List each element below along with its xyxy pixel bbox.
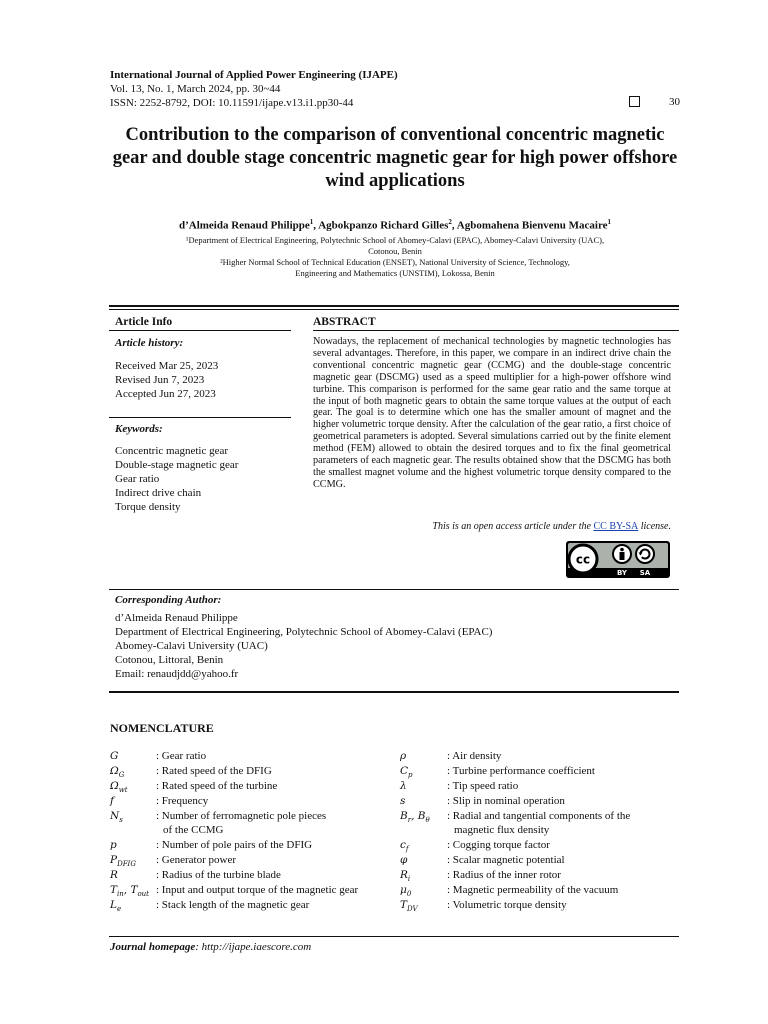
nomenclature-symbol: $B_r$, $B_\theta$ <box>400 810 430 825</box>
abstract-heading: ABSTRACT <box>313 316 376 328</box>
revised-date: Revised Jun 7, 2023 <box>115 374 205 386</box>
nomenclature-symbol: $T_{in}$, $T_{out}$ <box>110 884 149 899</box>
keyword-item: Concentric magnetic gear <box>115 445 229 457</box>
license-link[interactable]: CC BY-SA <box>593 521 639 532</box>
nomenclature-description: : Stack length of the magnetic gear <box>156 899 310 911</box>
nomenclature-description-cont: of the CCMG <box>163 824 224 836</box>
nomenclature-symbol: $P_{DFIG}$ <box>110 854 136 869</box>
keyword-item: Torque density <box>115 501 181 513</box>
nomenclature-description: : Frequency <box>156 795 209 807</box>
homepage-url[interactable]: : http://ijape.iaescore.com <box>195 941 312 953</box>
article-history-label: Article history: <box>115 337 184 349</box>
nomenclature-symbol: φ <box>400 854 408 866</box>
footer-rule <box>109 936 679 937</box>
keyword-item: Gear ratio <box>115 473 160 485</box>
keyword-list <box>115 444 238 514</box>
nomenclature-symbol: $c_f$ <box>400 839 409 854</box>
sa-share-icon <box>636 545 654 563</box>
nomenclature-description-cont: magnetic flux density <box>454 824 550 836</box>
nomenclature-description: : Input and output torque of the magnetic gear <box>156 884 359 896</box>
keywords-label: Keywords: <box>115 423 163 435</box>
received-date: Received Mar 25, 2023 <box>115 360 219 372</box>
corresponding-author-label: Corresponding Author: <box>115 594 222 606</box>
nomenclature-symbol: s <box>400 795 406 807</box>
nomenclature-symbol: λ <box>400 780 407 792</box>
nomenclature-description: : Generator power <box>156 854 237 866</box>
journal-issn: ISSN: 2252-8792, DOI: 10.11591/ijape.v13.i1.pp30-44 <box>110 97 354 109</box>
nomenclature-description: : Radius of the inner rotor <box>447 869 561 881</box>
author-name: d’Almeida Renaud Philippe <box>178 219 310 232</box>
author-name: Agbokpanzo Richard Gilles <box>318 219 449 232</box>
journal-homepage <box>110 941 311 953</box>
author-affil-marker: 2 <box>448 218 452 226</box>
nomenclature-description: : Rated speed of the turbine <box>156 780 278 792</box>
article-history <box>115 359 218 401</box>
keyword-item: Double-stage magnetic gear <box>115 459 239 471</box>
nomenclature-description: : Magnetic permeability of the vacuum <box>447 884 619 896</box>
author-name: Agbomahena Bienvenu Macaire <box>456 219 608 232</box>
nomenclature-symbol: ρ <box>400 750 407 762</box>
corresponding-author-block <box>115 594 675 681</box>
nomenclature-description: : Number of pole pairs of the DFIG <box>156 839 313 851</box>
page-number: 30 <box>669 96 680 108</box>
corresponding-city: Cotonou, Littoral, Benin <box>115 654 224 666</box>
nomenclature-description: : Rated speed of the DFIG <box>156 765 272 777</box>
cc-by-sa-badge[interactable] <box>566 541 670 578</box>
cc-logo-text: cc <box>575 552 591 567</box>
journal-header <box>110 68 680 110</box>
journal-volume: Vol. 13, No. 1, March 2024, pp. 30~44 <box>110 83 281 95</box>
affiliation-2: ²Higher Normal School of Technical Education (ENSET), National University of Science, Technology, Engineering and Mathematics (UNSTIM), Lokossa, Benin <box>220 257 570 278</box>
nomenclature-symbol: $T_{DV}$ <box>400 899 418 914</box>
affiliation-1: ¹Department of Electrical Engineering, Polytechnic School of Abomey-Calavi (EPAC), Abomey-Calavi University (UAC), Cotonou, Benin <box>185 235 605 256</box>
badge-by-label: BY <box>616 569 628 577</box>
nomenclature-description: : Air density <box>447 750 502 762</box>
accepted-date: Accepted Jun 27, 2023 <box>115 388 216 400</box>
corresponding-univ: Abomey-Calavi University (UAC) <box>115 640 268 652</box>
article-info-heading: Article Info <box>115 316 173 328</box>
nomenclature-symbol: p <box>110 839 117 851</box>
keyword-item: Indirect drive chain <box>115 487 202 499</box>
paper-title: Contribution to the comparison of conventional concentric magnetic gear and double stage concentric magnetic gear for high power offshore wind applications <box>112 125 678 191</box>
article-info-rule <box>109 330 291 331</box>
nomenclature-description: : Slip in nominal operation <box>447 795 565 807</box>
corresponding-email[interactable]: Email: renaudjdd@yahoo.fr <box>115 668 239 680</box>
license-line: This is an open access article under the CC BY-SA license. <box>432 521 671 532</box>
badge-sa-label: SA <box>639 569 651 577</box>
nomenclature-description: : Turbine performance coefficient <box>447 765 595 777</box>
nomenclature-symbol: $L_e$ <box>110 899 122 914</box>
top-rule <box>109 305 679 307</box>
nomenclature-title: NOMENCLATURE <box>110 721 214 735</box>
keywords-rule <box>109 417 291 418</box>
author-list: d’Almeida Renaud Philippe$^1$, Agbokpanzo Richard Gilles$^2$, Agbomahena Bienvenu Macaire$^1$ <box>178 218 612 232</box>
abstract-rule <box>313 330 679 331</box>
nomenclature-symbol: $\Omega_{wt}$ <box>110 780 128 795</box>
nomenclature-symbol: $\mu_0$ <box>400 884 412 899</box>
author-affil-marker: 1 <box>309 218 314 226</box>
corr-bottom-rule <box>109 691 679 693</box>
journal-name: International Journal of Applied Power Engineering (IJAPE) <box>110 69 398 81</box>
top-rule-thin <box>109 309 679 310</box>
author-affil-marker: 1 <box>607 218 612 226</box>
nomenclature-description: : Tip speed ratio <box>447 780 519 792</box>
homepage-label: Journal homepage <box>110 941 196 953</box>
nomenclature-description: : Radial and tangential components of the <box>447 810 631 822</box>
nomenclature-description: : Scalar magnetic potential <box>447 854 565 866</box>
nomenclature-description: : Gear ratio <box>156 750 207 762</box>
nomenclature-symbol: R <box>110 869 118 881</box>
nomenclature-description: : Number of ferromagnetic pole pieces <box>156 810 327 822</box>
nomenclature-description: : Radius of the turbine blade <box>156 869 281 881</box>
page-box-icon <box>629 96 640 107</box>
corresponding-dept: Department of Electrical Engineering, Polytechnic School of Abomey-Calavi (EPAC) <box>115 626 493 638</box>
nomenclature-symbol: $\Omega_G$ <box>110 765 125 780</box>
nomenclature-description: : Volumetric torque density <box>447 899 567 911</box>
nomenclature-symbol: $N_s$ <box>110 810 123 825</box>
nomenclature-symbol: $R_i$ <box>400 869 411 884</box>
corr-rule <box>109 589 679 590</box>
corresponding-name: d’Almeida Renaud Philippe <box>115 612 238 624</box>
abstract-body: Nowadays, the replacement of mechanical technologies by magnetic technologies has several advantages. Therefore, in this paper, we compare in an indirect drive chain the conventional concentric magnetic gear (CCMG) and the double-stage concentric magnetic gear (DSCMG) used as a speed multiplier for a high-power offshore wind turbine. This comparison is performed for the same gear ratio and the same torque at the input of both magnetic gears to obtain the same torque values at the output of each gear. The goal is to determine which one has the smaller amount of magnet and the higher volumetric torque density. After the calculation of the gear ratio, a first choice of geometrical parameters is adopted. Several simulations carried out by the finite element method (FEM) allowed to obtain the desired torques and to fix the final geometrical parameters of each magnetic gear. The results obtained show that the DSCMG has both the smallest magnet volume and the highest volumetric torque density compared to the CCMG. <box>313 336 671 490</box>
nomenclature-symbol: G <box>110 750 119 762</box>
nomenclature-description: : Cogging torque factor <box>447 839 550 851</box>
nomenclature-symbol: f <box>110 795 114 807</box>
nomenclature-symbol: $C_p$ <box>400 765 413 780</box>
